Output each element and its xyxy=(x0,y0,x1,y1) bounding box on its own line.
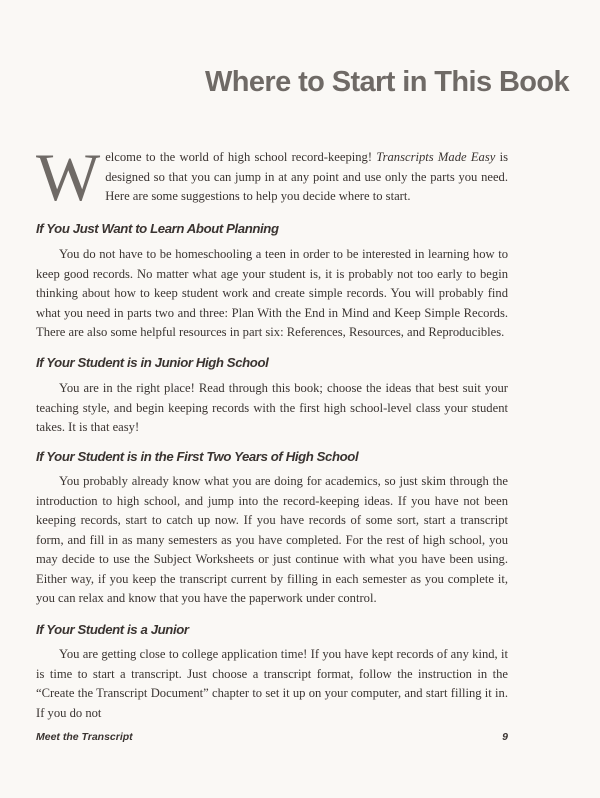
footer-section-name: Meet the Transcript xyxy=(36,731,133,743)
section-heading-junior-high: If Your Student is in Junior High School xyxy=(36,355,269,370)
intro-paragraph xyxy=(36,139,508,215)
intro-text-end: is designed so that you can jump in at any point and use only the parts you need. Here are some suggestions to help you decide where to start. xyxy=(105,150,508,203)
intro-text-start: elcome to the world of high school record-keeping! xyxy=(105,150,377,164)
page-title: Where to Start in This Book xyxy=(205,66,570,98)
section-heading-junior: If Your Student is a Junior xyxy=(36,622,189,637)
section-body-planning: You do not have to be homeschooling a teen in order to be interested in learning how to keep good records. No matter what age your student is, it is probably not too early to begin thinking about how to keep student work and create simple records. You will probably find what you need in parts two and three: Plan With the End in Mind and Keep Simple Records. There are also some helpful resources in part six: References, Resources, and Reproducibles. xyxy=(36,247,508,339)
section-heading-first-two-years: If Your Student is in the First Two Years of High School xyxy=(36,449,359,464)
section-body-junior: You are getting close to college application time! If you have kept records of any kind, it is time to start a transcript. Just choose a transcript format, follow the instruction in the “Create the Transcript Document” chapter to set it up on your computer, and start filling it in. If you do not xyxy=(36,647,508,720)
book-title-italic: Transcripts Made Easy xyxy=(376,150,496,164)
drop-cap: W xyxy=(36,139,101,215)
footer-page-number: 9 xyxy=(502,731,508,743)
section-body-first-two-years: You probably already know what you are doing for academics, so just skim through the introduction to high school, and jump into the record-keeping ideas. If you have not been keeping records, start to catch up now. If you have records of some sort, start a transcript form, and fill in as many semesters as you have completed. For the rest of high school, you may decide to use the Subject Worksheets or just continue with what you have been using. Either way, if you keep the transcript current by filling in each semester as you complete it, you can relax and know that you have the paperwork under control. xyxy=(36,474,508,605)
section-heading-planning: If You Just Want to Learn About Planning xyxy=(36,221,279,236)
section-body-junior-high: You are in the right place! Read through this book; choose the ideas that best suit your teaching style, and begin keeping records with the first high school-level class your student takes. It is that easy! xyxy=(36,381,508,434)
